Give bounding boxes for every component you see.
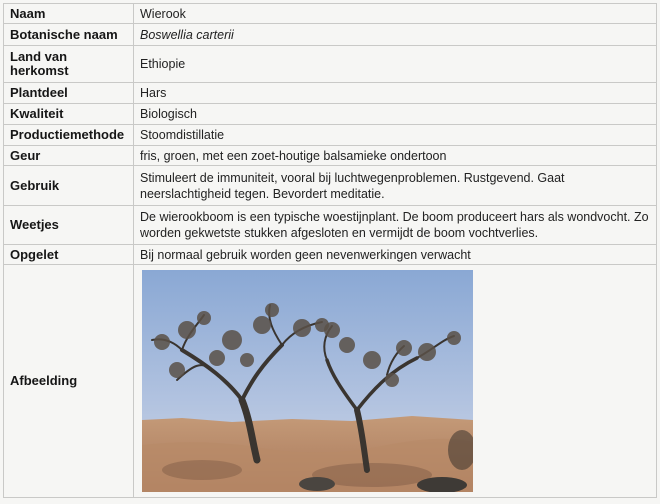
row-value: Hars [134,83,657,104]
row-value: Biologisch [134,104,657,125]
table-row [4,206,657,245]
row-value: Stimuleert de immuniteit, vooral bij luchtwegenproblemen. Rustgevend. Gaat neerslachtigheid tegen. Bevordert meditatie. [134,166,657,206]
row-value: De wierookboom is een typische woestijnplant. De boom produceert hars als wondvocht. Zo worden gekwetste stukken afgesloten en vermijdt de boom vochtverlies. [134,206,657,245]
row-label: Naam [4,4,134,24]
table-row [4,146,657,166]
row-value: fris, groen, met een zoet-houtige balsamieke ondertoon [134,146,657,166]
row-label: Weetjes [4,206,134,245]
row-label: Botanische naam [4,24,134,46]
row-value: Boswellia carterii [134,24,657,46]
row-label: Gebruik [4,166,134,206]
row-label: Opgelet [4,245,134,265]
image-cell [134,265,657,498]
row-label: Land van herkomst [4,46,134,83]
row-label: Kwaliteit [4,104,134,125]
table-row [4,125,657,146]
row-label: Productiemethode [4,125,134,146]
row-value: Ethiopie [134,46,657,83]
table-row [4,245,657,265]
row-value: Wierook [134,4,657,24]
table-row [4,24,657,46]
table-row [4,166,657,206]
specification-table [3,3,657,498]
row-value: Stoomdistillatie [134,125,657,146]
frankincense-tree-photo [142,270,473,492]
row-label: Geur [4,146,134,166]
table-row [4,265,657,498]
table-row [4,4,657,24]
row-label: Afbeelding [4,265,134,498]
row-value: Bij normaal gebruik worden geen nevenwerkingen verwacht [134,245,657,265]
row-label: Plantdeel [4,83,134,104]
table-row [4,83,657,104]
table-row [4,104,657,125]
table-row [4,46,657,83]
